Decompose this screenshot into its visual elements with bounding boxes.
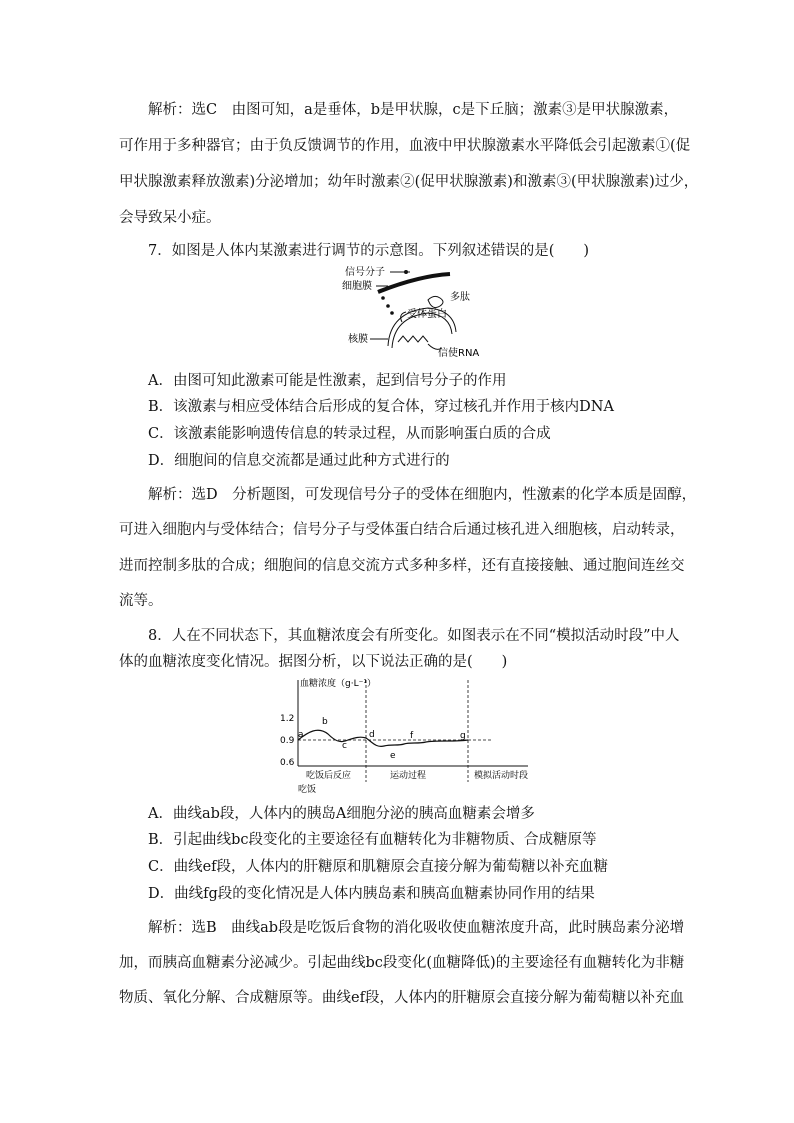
option-7a: A．由图可知此激素可能是性激素，起到信号分子的作用 [148,373,507,389]
segment-after-meal: 吃饭后反应 [306,771,352,781]
hormone-dot [381,296,385,300]
signal-molecule-label: 信号分子 [345,267,385,278]
hormone-dot [386,304,390,308]
option-8c: C．曲线ef段，人体内的肝糖原和肌糖原会直接分解为葡萄糖以补充血糖 [148,859,609,875]
option-7c: C．该激素能影响遗传信息的转录过程，从而影响蛋白质的合成 [148,426,551,442]
point-a: a [298,730,304,740]
segment-exercise: 运动过程 [390,771,427,781]
polypeptide-shape [428,296,443,307]
mrna-label: 信使RNA [438,348,480,359]
y-axis-label: 血糖浓度（g·L⁻¹） [300,679,376,689]
polypeptide-label: 多肽 [450,292,470,303]
option-8d: D．曲线fg段的变化情况是人体内胰岛素和胰高血糖素协同作用的结果 [148,886,595,902]
question-8-stem-line-2: 体的血糖浓度变化情况。据图分析，以下说法正确的是( ) [119,654,508,670]
point-g: g [460,731,466,741]
signal-molecule-dot [404,270,408,274]
point-e: e [390,751,396,761]
analysis-8-line-1: 解析：选B 曲线ab段是吃饭后食物的消化吸收使血糖浓度升高，此时胰岛素分泌增 [148,920,685,936]
analysis-8-line-2: 加，而胰高血糖素分泌减少。引起曲线bc段变化(血糖降低)的主要途径有血糖转化为非糖 [119,955,685,971]
analysis-7-line-4: 流等。 [119,593,163,609]
option-8b: B．引起曲线bc段变化的主要途径有血糖转化为非糖物质、合成糖原等 [148,832,597,848]
analysis-7-line-3: 进而控制多肽的合成；细胞间的信息交流方式多种多样，还有直接接触、通过胞间连丝交 [119,558,685,574]
analysis-6-line-3: 甲状腺激素释放激素)分泌增加；幼年时激素②(促甲状腺激素)和激素③(甲状腺激素)过少， [119,174,699,190]
analysis-6-line-1: 解析：选C 由图可知，a是垂体，b是甲状腺，c是下丘脑；激素③是甲状腺激素， [148,102,679,118]
y-tick-0-9: 0.9 [280,736,295,746]
receptor-protein-label: 受体蛋白 [407,309,447,320]
analysis-6-line-2: 可作用于多种器官；由于负反馈调节的作用，血液中甲状腺激素水平降低会引起激素①(促 [119,138,691,154]
option-8a: A．曲线ab段，人体内的胰岛A细胞分泌的胰高血糖素会增多 [148,806,535,822]
y-tick-1-2: 1.2 [280,714,295,724]
hormone-signaling-figure [328,262,498,360]
point-c: c [342,741,347,751]
point-d: d [369,730,375,740]
option-7b: B．该激素与相应受体结合后形成的复合体，穿过核孔并作用于核内DNA [148,399,614,415]
dna-strand [398,336,428,342]
point-b: b [322,717,328,727]
segment-simulated-period: 模拟活动时段 [474,771,529,781]
analysis-6-line-4: 会导致呆小症。 [119,210,221,226]
analysis-7-line-2: 可进入细胞内与受体结合；信号分子与受体蛋白结合后通过核孔进入细胞核，启动转录， [119,522,685,538]
cell-membrane-label: 细胞膜 [342,281,372,292]
analysis-8-line-3: 物质、氧化分解、合成糖原等。曲线ef段，人体内的肝糖原会直接分解为葡萄糖以补充血 [119,990,684,1006]
point-f: f [410,731,414,741]
glucose-curve [298,730,468,746]
y-tick-0-6: 0.6 [280,758,295,768]
question-7-stem: 7．如图是人体内某激素进行调节的示意图。下列叙述错误的是( ) [148,243,590,259]
option-7d: D．细胞间的信息交流都是通过此种方式进行的 [148,453,450,469]
hormone-dot [390,311,394,315]
nuclear-membrane-label: 核膜 [348,334,368,345]
cell-membrane [378,274,450,292]
analysis-7-line-1: 解析：选D 分析题图，可发现信号分子的受体在细胞内，性激素的化学本质是固醇， [148,487,697,503]
blood-glucose-figure [278,672,538,796]
question-8-stem-line-1: 8．人在不同状态下，其血糖浓度会有所变化。如图表示在不同“模拟活动时段”中人 [148,628,680,644]
meal-note: 吃饭 [298,785,317,795]
